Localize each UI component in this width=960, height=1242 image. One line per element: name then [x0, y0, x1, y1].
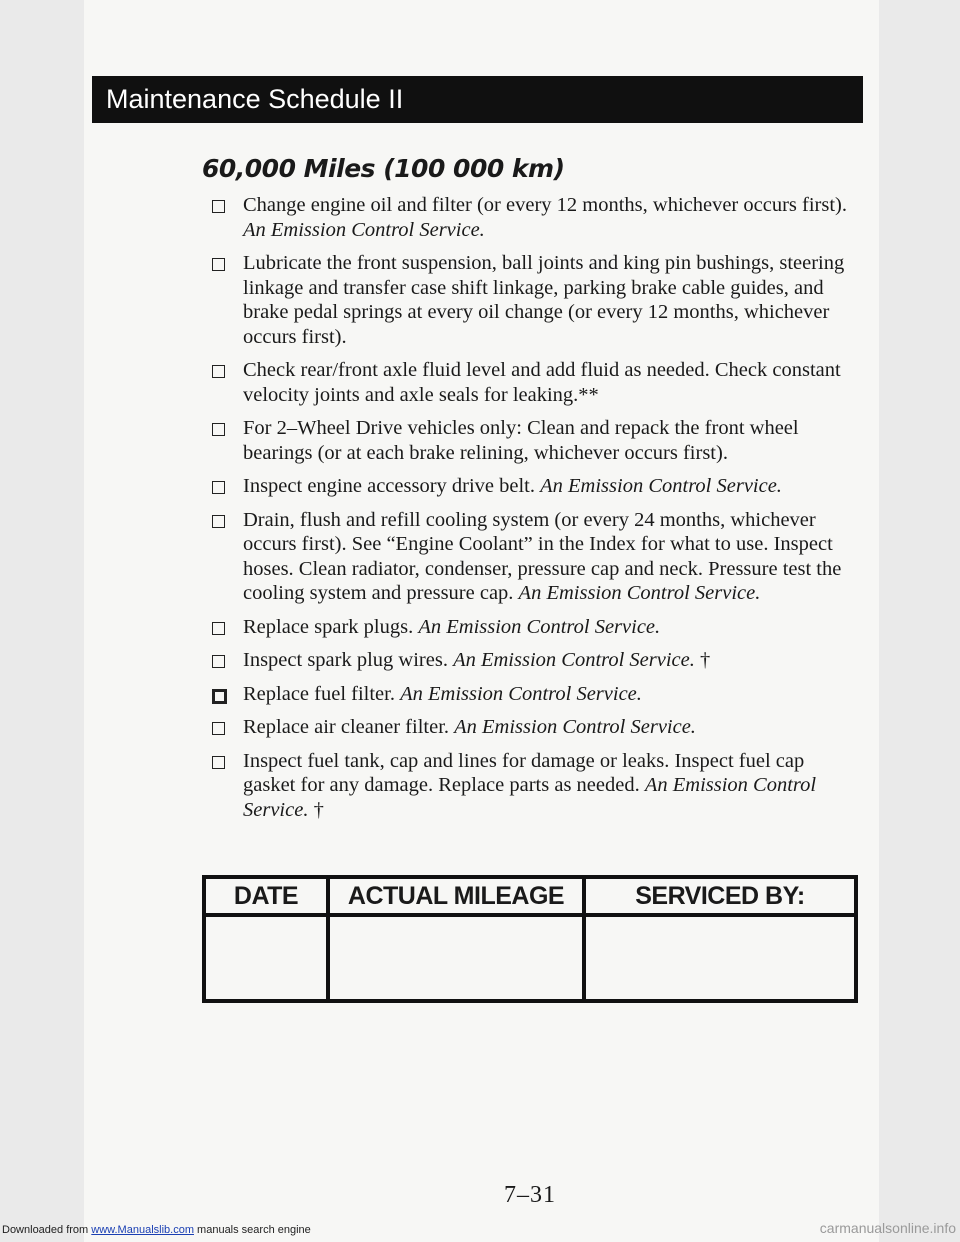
- checklist-item: [212, 615, 852, 640]
- table-header-row: [204, 877, 856, 915]
- service-record-table: [202, 875, 858, 1003]
- item-text: Replace air cleaner filter.: [243, 716, 450, 738]
- dagger-mark: †: [700, 649, 711, 671]
- item-text: Change engine oil and filter (or every 12 months, whichever occurs first).: [243, 194, 847, 216]
- checklist-item: [212, 749, 852, 823]
- item-note: An Emission Control Service.: [540, 475, 782, 497]
- item-note: An Emission Control Service.: [454, 716, 696, 738]
- page-number: 7–31: [504, 1182, 556, 1208]
- checkbox-icon[interactable]: [212, 515, 225, 528]
- item-note: An Emission Control Service.: [243, 774, 817, 821]
- schedule-title: Maintenance Schedule II: [106, 84, 404, 114]
- checkbox-icon[interactable]: [212, 756, 225, 769]
- table-row: [204, 915, 856, 1001]
- checklist-item: [212, 474, 852, 499]
- checklist-item: [212, 682, 852, 707]
- item-note: An Emission Control Service.: [518, 582, 761, 604]
- checklist-item: [212, 416, 852, 465]
- checklist-item: [212, 648, 852, 673]
- watermark: carmanualsonline.info: [819, 1220, 956, 1236]
- item-note: An Emission Control Service.: [400, 682, 642, 705]
- checkbox-icon[interactable]: [212, 622, 225, 635]
- dagger-mark: †: [313, 798, 324, 821]
- checkbox-icon[interactable]: [212, 655, 225, 668]
- checklist-item: [212, 251, 852, 349]
- item-text: For 2–Wheel Drive vehicles only: Clean and repack the front wheel bearings (or at each brake relining, whichever occurs first).: [243, 417, 799, 464]
- checkbox-icon[interactable]: [212, 481, 225, 494]
- section-title: 60,000 Miles (100 000 km): [202, 154, 565, 183]
- serviced-by-cell[interactable]: [584, 915, 856, 1001]
- manualslib-link[interactable]: www.Manualslib.com: [91, 1224, 194, 1236]
- actual-mileage-column-header: ACTUAL MILEAGE: [328, 877, 584, 915]
- checklist-item: [212, 715, 852, 740]
- item-text: Inspect spark plug wires.: [243, 649, 448, 671]
- item-text: Replace spark plugs.: [243, 615, 414, 638]
- checkbox-icon[interactable]: [212, 258, 225, 271]
- checklist-item: [212, 193, 852, 242]
- schedule-header: [92, 76, 863, 123]
- download-suffix: manuals search engine: [197, 1224, 311, 1236]
- actual-mileage-cell[interactable]: [328, 915, 584, 1001]
- date-column-header: DATE: [204, 877, 328, 915]
- checklist-item: [212, 358, 852, 407]
- checkbox-icon[interactable]: [212, 200, 225, 213]
- item-text: Drain, flush and refill cooling system (or every 24 months, whichever occurs first). See “Engine Coolant” in the Index for what to use. Inspect hoses. Clean radiator, condenser, pressure cap and neck. Pressure test the cooling system and pressure cap.: [243, 508, 842, 604]
- item-text: Inspect engine accessory drive belt.: [243, 475, 536, 497]
- checkbox-icon[interactable]: [212, 365, 225, 378]
- item-text: Inspect fuel tank, cap and lines for damage or leaks. Inspect fuel cap gasket for any damage. Replace parts as needed.: [243, 749, 805, 796]
- checkbox-icon[interactable]: [212, 722, 225, 735]
- item-note: An Emission Control Service.: [453, 649, 695, 671]
- checklist: [212, 193, 852, 831]
- checklist-item: [212, 508, 852, 606]
- item-text: Replace fuel filter.: [243, 682, 395, 705]
- date-cell[interactable]: [204, 915, 328, 1001]
- serviced-by-column-header: SERVICED BY:: [584, 877, 856, 915]
- download-note: [2, 1224, 311, 1236]
- item-text: Lubricate the front suspension, ball joints and king pin bushings, steering linkage and transfer case shift linkage, parking brake cable guides, and brake pedal springs at every oil change (or every 12 months, whichever occurs first).: [243, 252, 845, 348]
- item-note: An Emission Control Service.: [243, 218, 485, 241]
- download-prefix: Downloaded from: [2, 1224, 89, 1236]
- item-note: An Emission Control Service.: [418, 615, 661, 638]
- item-text: Check rear/front axle fluid level and add fluid as needed. Check constant velocity joints and axle seals for leaking.**: [243, 359, 841, 406]
- checkbox-icon[interactable]: [212, 689, 227, 704]
- checkbox-icon[interactable]: [212, 423, 225, 436]
